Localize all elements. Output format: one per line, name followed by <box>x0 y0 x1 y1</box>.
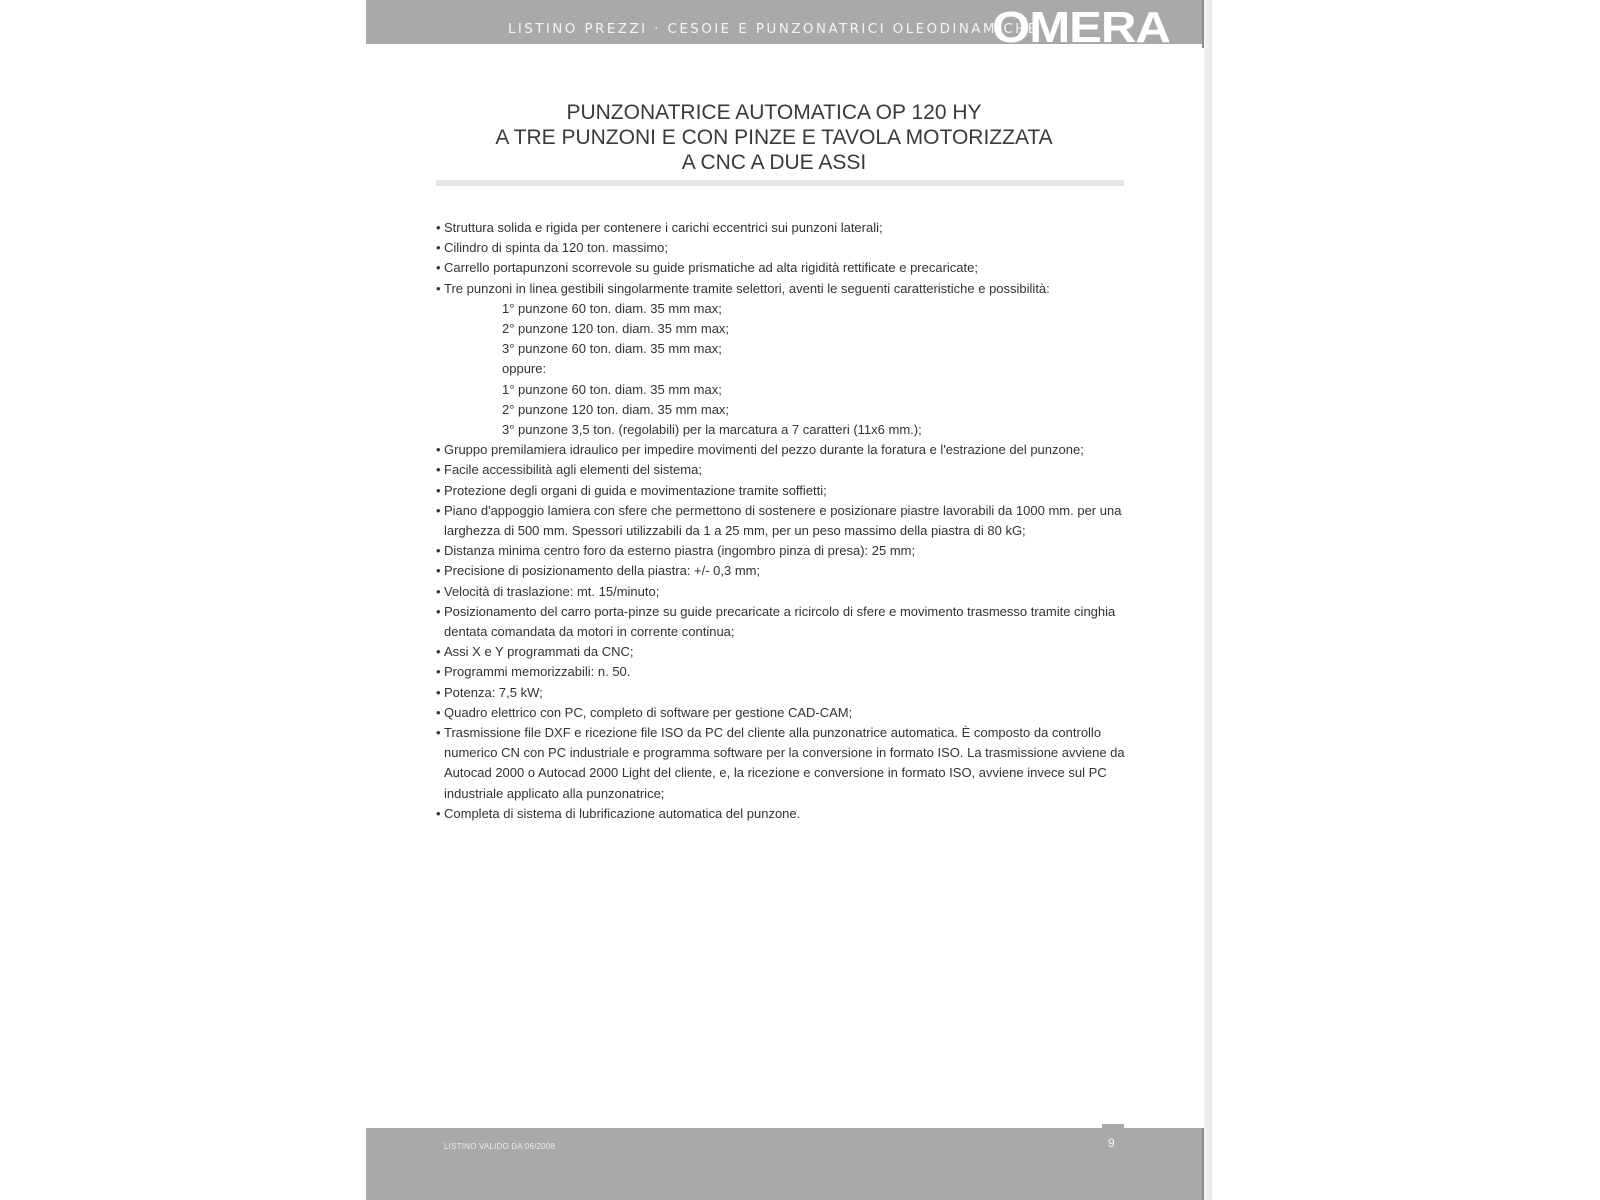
footer-band <box>366 1128 1212 1200</box>
spec-item: • Quadro elettrico con PC, completo di software per gestione CAD-CAM; <box>436 703 1126 723</box>
spec-item: • Tre punzoni in linea gestibili singolarmente tramite selettori, aventi le seguenti caratteristiche e possibilità: <box>436 279 1126 299</box>
title-line-3: A CNC A DUE ASSI <box>681 151 867 174</box>
spec-subitem: 1° punzone 60 ton. diam. 35 mm max; <box>502 381 722 397</box>
spec-subitem: 2° punzone 120 ton. diam. 35 mm max; <box>502 401 730 417</box>
spec-item: • Protezione degli organi di guida e movimentazione tramite soffietti; <box>436 481 1126 501</box>
page-number: 9 <box>1108 1136 1115 1150</box>
header-band <box>366 0 1212 44</box>
page-tab <box>1102 1124 1124 1128</box>
spec-subitem: 3° punzone 60 ton. diam. 35 mm max; <box>502 341 722 357</box>
title-line-1: PUNZONATRICE AUTOMATICA OP 120 HY <box>566 101 982 124</box>
spec-subitem: 3° punzone 3,5 ton. (regolabili) per la marcatura a 7 caratteri (11x6 mm.); <box>502 422 922 438</box>
spec-item: • Struttura solida e rigida per contenere i carichi eccentrici sui punzoni laterali; <box>436 218 1126 238</box>
spec-list <box>436 218 1126 824</box>
title-divider <box>436 180 1124 186</box>
spec-item: • Completa di sistema di lubrificazione automatica del punzone. <box>436 804 1126 824</box>
spec-item: • Distanza minima centro foro da esterno piastra (ingombro pinza di presa): 25 mm; <box>436 541 1126 561</box>
page-edge-shadow <box>1204 0 1212 1200</box>
brand-logo: OMERA <box>992 8 1170 44</box>
footer-validity: LISTINO VALIDO DA 06/2008 <box>444 1142 556 1151</box>
document-page <box>366 0 1212 1200</box>
spec-item: • Gruppo premilamiera idraulico per impedire movimenti del pezzo durante la foratura e l'estrazione del punzone; <box>436 440 1126 460</box>
spec-item: • Carrello portapunzoni scorrevole su guide prismatiche ad alta rigidità rettificate e precaricate; <box>436 258 1126 278</box>
spec-item: • Assi X e Y programmati da CNC; <box>436 642 1126 662</box>
spec-item: • Programmi memorizzabili: n. 50. <box>436 662 1126 682</box>
page-title <box>436 100 1112 175</box>
header-title: LISTINO PREZZI · CESOIE E PUNZONATRICI OLEODINAMICHE <box>508 21 1039 37</box>
spec-item: • Facile accessibilità agli elementi del sistema; <box>436 460 1126 480</box>
spec-item: • Piano d'appoggio lamiera con sfere che permettono di sostenere e posizionare piastre lavorabili da 1000 mm. per una larghezza di 500 mm. Spessori utilizzabili da 1 a 25 mm, per un peso massimo della piastra di 80 kG; <box>436 501 1126 541</box>
spec-subitem: 2° punzone 120 ton. diam. 35 mm max; <box>502 321 730 337</box>
spec-item: • Trasmissione file DXF e ricezione file ISO da PC del cliente alla punzonatrice automatica. È composto da controllo numerico CN con PC industriale e programma software per la conversione in formato ISO. La trasmissione avviene da Autocad 2000 o Autocad 2000 Light del cliente, e, la ricezione e conversione in formato ISO, avviene invece sul PC industriale applicato alla punzonatrice; <box>436 723 1126 804</box>
spec-item: • Posizionamento del carro porta-pinze su guide precaricate a ricircolo di sfere e movimento trasmesso tramite cinghia dentata comandata da motori in corrente continua; <box>436 602 1126 642</box>
title-line-2: A TRE PUNZONI E CON PINZE E TAVOLA MOTORIZZATA <box>495 126 1053 149</box>
spec-subitem: 1° punzone 60 ton. diam. 35 mm max; <box>502 300 722 316</box>
spec-item: • Cilindro di spinta da 120 ton. massimo; <box>436 238 1126 258</box>
spec-item: • Velocità di traslazione: mt. 15/minuto; <box>436 582 1126 602</box>
spec-item: • Precisione di posizionamento della piastra: +/- 0,3 mm; <box>436 561 1126 581</box>
spec-item: • Potenza: 7,5 kW; <box>436 683 1126 703</box>
spec-subitem: oppure: <box>502 361 547 377</box>
